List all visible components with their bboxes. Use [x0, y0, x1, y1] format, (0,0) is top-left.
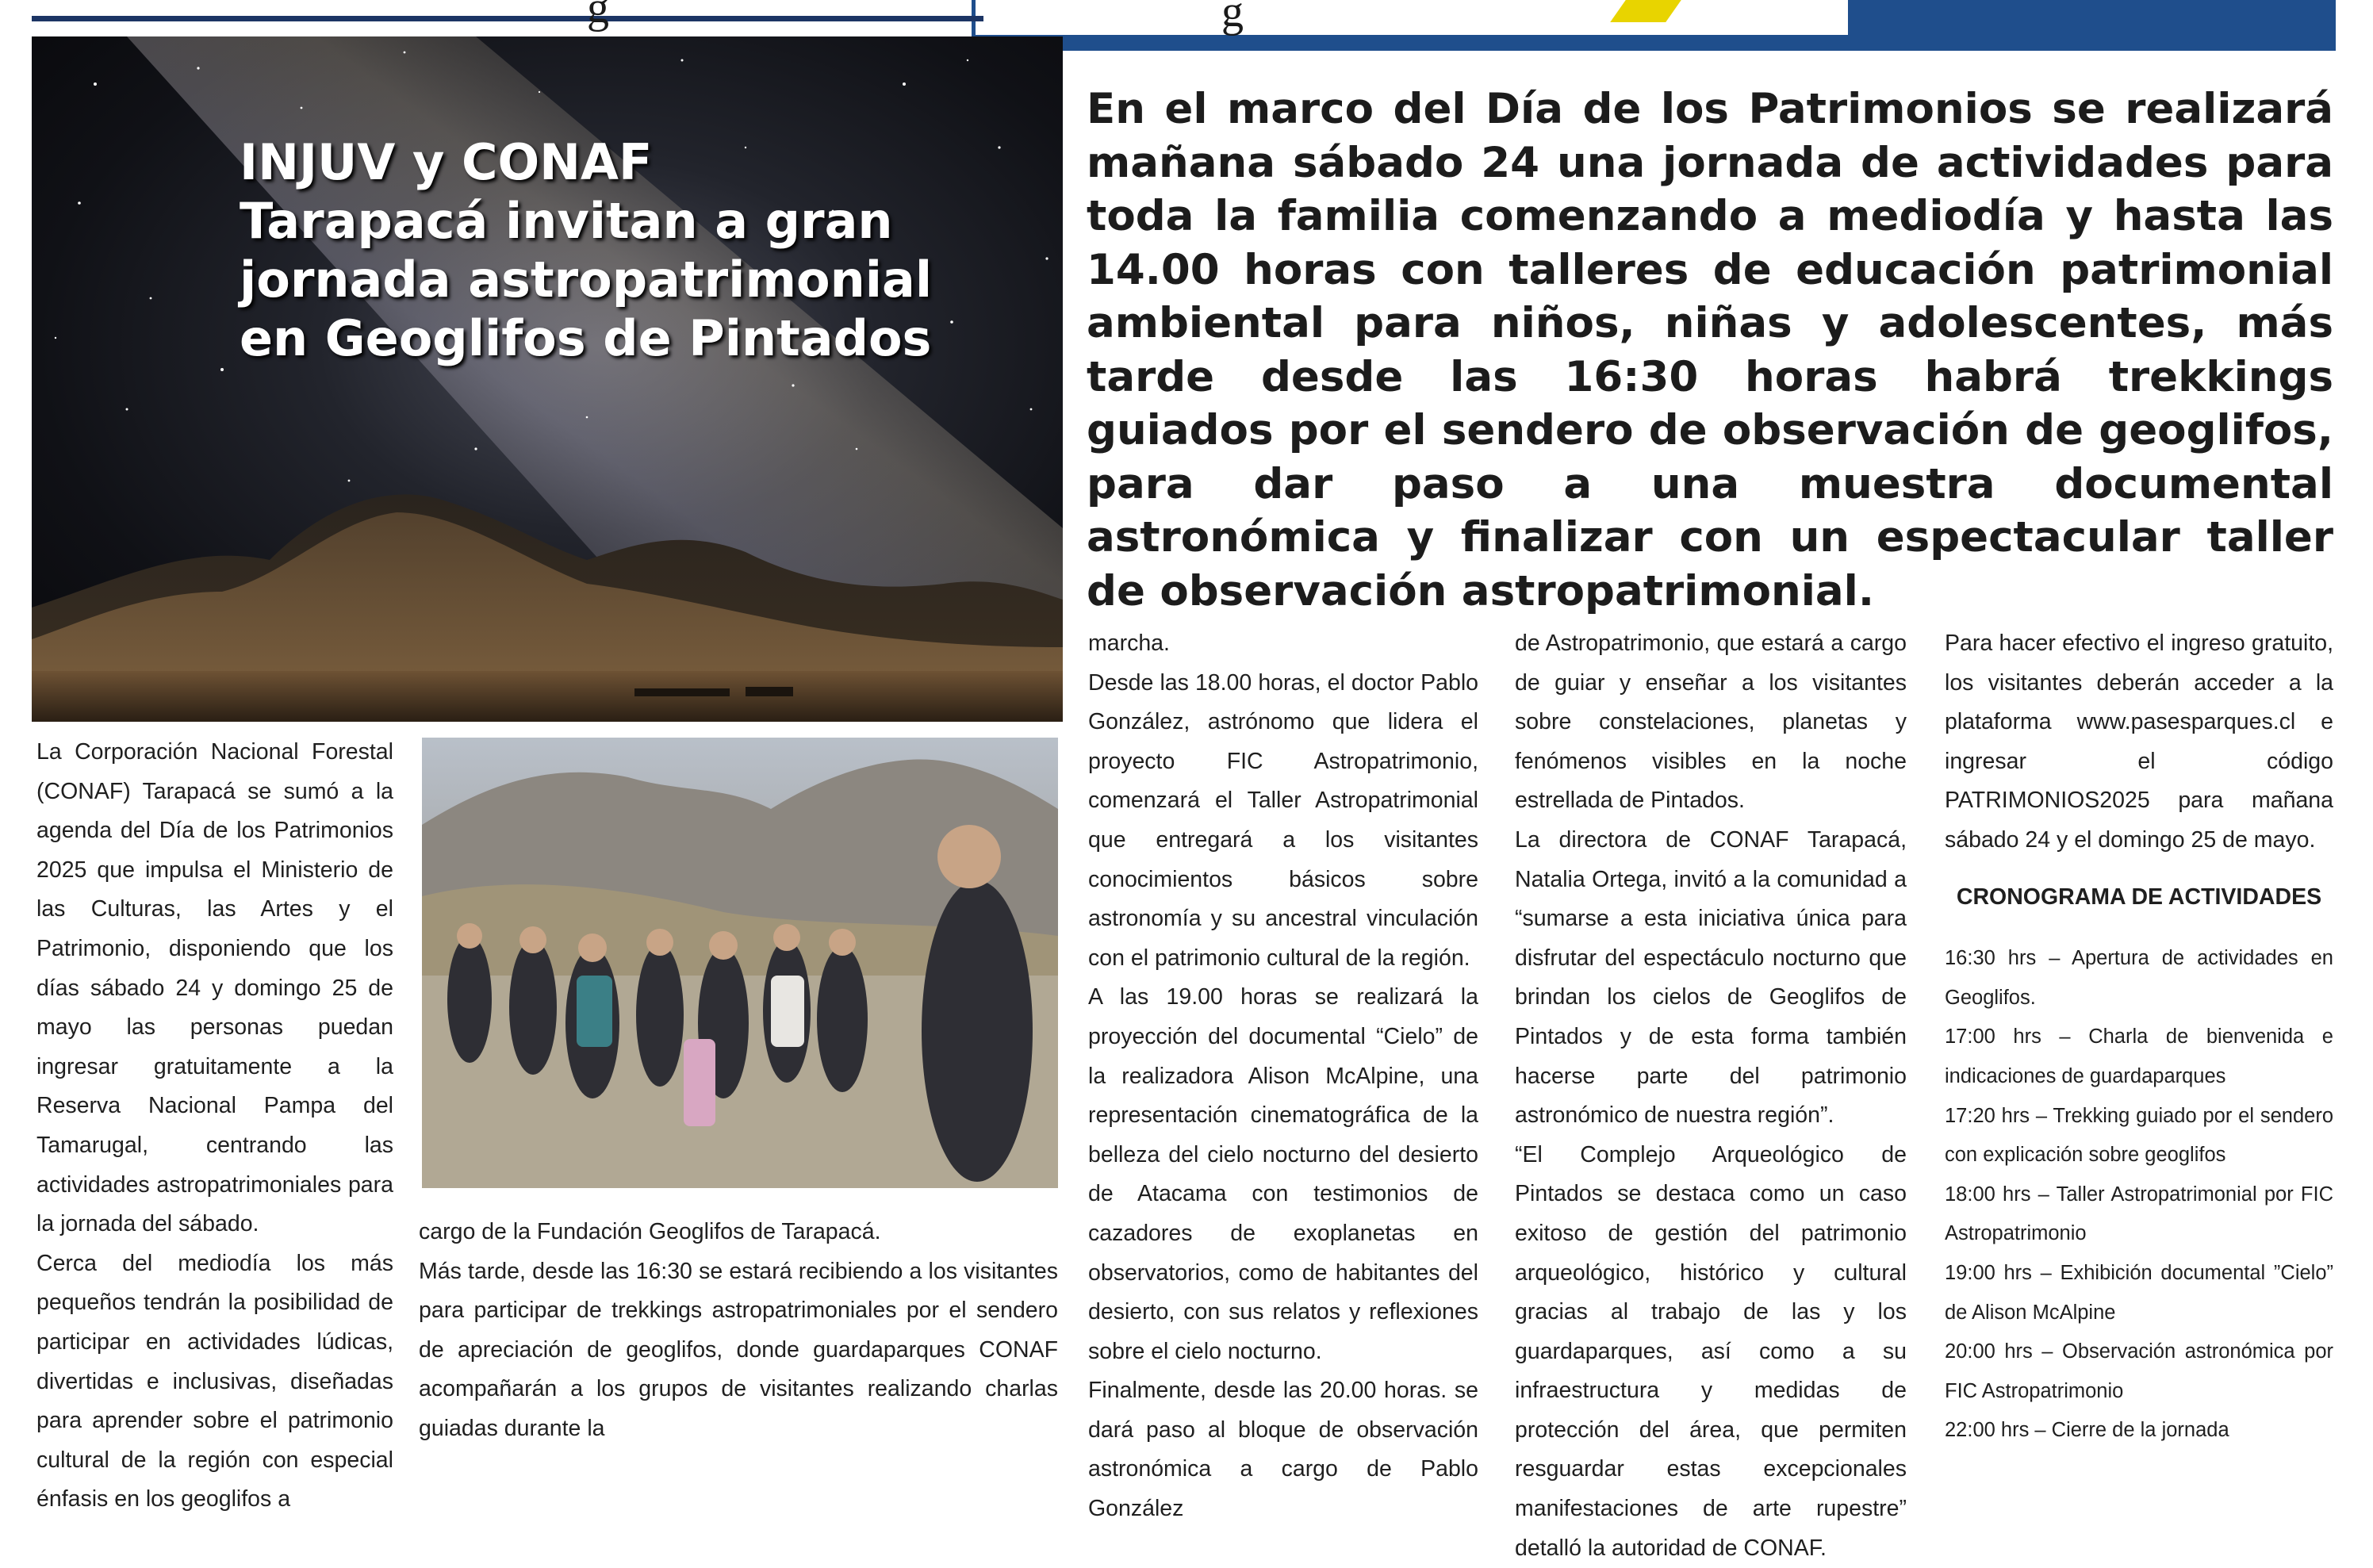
- headline-line-4: en Geoglifos de Pintados: [240, 309, 932, 367]
- col3-paragraph-3: A las 19.00 horas se realizará la proyección del documental “Cielo” de la realizadora Alison McAlpine, una representación cinematográfica de la belleza del cielo nocturno del desierto de Atacama con testimonios de cazadores de exoplanetas en observatorios, como de habitantes del desierto, con sus relatos y reflexiones sobre el cielo nocturno.: [1088, 984, 1478, 1364]
- group-photo: [422, 738, 1058, 1188]
- headline-line-3: jornada astropatrimonial: [240, 251, 933, 309]
- lead-paragraph: En el marco del Día de los Patrimonios se realizará mañana sábado 24 una jornada de actividades para toda la familia comenzando a mediodía y hasta las 14.00 horas con talleres de educación patrimonial ambiental para niños, niñas y adolescentes, más tarde desde las 16:30 horas habrá trekkings guiados por el sendero de observación de geoglifos, para dar paso a una muestra documental astronómica y finalizar con un espectacular taller de observación astropatrimonial.: [1087, 85, 2333, 615]
- schedule-item: 17:00 hrs – Charla de bienvenida e indicaciones de guardaparques: [1945, 1026, 2333, 1087]
- col1-paragraph-2: Cerca del mediodía los más pequeños tendrán la posibilidad de participar en actividades lúdicas, divertidas e inclusivas, diseñadas para aprender sobre el patrimonio cultural de la región con especial énfasis en los geoglifos a: [36, 1250, 393, 1512]
- schedule-item: 20:00 hrs – Observación astronómica por FIC Astropatrimonio: [1945, 1340, 2333, 1402]
- hero-night-sky-image: [32, 36, 1063, 722]
- schedule-list: [1945, 939, 2333, 1451]
- col4-paragraph-2: La directora de CONAF Tarapacá, Natalia Ortega, invitó a la comunidad a “sumarse a esta iniciativa única para disfrutar del espectáculo nocturno que brindan los cielos de Geoglifos de Pintados y de esta forma también hacerse parte del patrimonio astronómico de nuestra región”.: [1515, 826, 1907, 1129]
- article-column-5: [1945, 624, 2333, 1451]
- header-text-fragment-right: g: [1221, 0, 1244, 36]
- article-column-4: [1515, 624, 1907, 1568]
- headline-line-2: Tarapacá invitan a gran: [240, 192, 893, 250]
- schedule-item: 19:00 hrs – Exhibición documental ”Cielo” de Alison McAlpine: [1945, 1261, 2333, 1324]
- col3-paragraph-2: Desde las 18.00 horas, el doctor Pablo González, astrónomo que lidera el proyecto FIC Astropatrimonio, comenzará el Taller Astropatrimonial que entregará a los visitantes conocimientos básicos sobre astronomía y su ancestral vinculación con el patrimonio cultural de la región.: [1088, 669, 1478, 971]
- col1-paragraph-1: La Corporación Nacional Forestal (CONAF) Tarapacá se sumó a la agenda del Día de los Patrimonios 2025 que impulsa el Ministerio de las Culturas, las Artes y el Patrimonio, disponiendo que los días sábado 24 y domingo 25 de mayo las personas puedan ingresar gratuitamente a la Reserva Nacional Pampa del Tamarugal, centrando las actividades astropatrimoniales para la jornada del sábado.: [36, 739, 393, 1237]
- schedule-item: 17:20 hrs – Trekking guiado por el sendero con explicación sobre geoglifos: [1945, 1104, 2333, 1167]
- group-photo-illustration: [422, 738, 1058, 1188]
- schedule-item: 22:00 hrs – Cierre de la jornada: [1945, 1419, 2229, 1442]
- schedule-item: 18:00 hrs – Taller Astropatrimonial por FIC Astropatrimonio: [1945, 1183, 2333, 1245]
- article-column-2: [419, 1213, 1058, 1449]
- col4-paragraph-3: “El Complejo Arqueológico de Pintados se destaca como un caso exitoso de gestión del patrimonio arqueológico, histórico y cultural gracias al trabajo de las y los guardaparques, así como a su infraestructura y medidas de protección del área, que permiten resguardar estas excepcionales manifestaciones de arte rupestre” detalló la autoridad de CONAF.: [1515, 1141, 1907, 1561]
- header-rule: [32, 16, 983, 21]
- col3-paragraph-1: marcha.: [1088, 631, 1170, 656]
- article-column-1: [36, 733, 393, 1520]
- col5-paragraph-1: Para hacer efectivo el ingreso gratuito, los visitantes deberán acceder a la plataforma www.pasesparques.cl e ingresar el código PATRIMONIOS2025 para mañana sábado 24 y el domingo 25 de mayo.: [1945, 631, 2333, 853]
- header-text-fragment-left: [587, 0, 609, 16]
- article-column-3: [1088, 624, 1478, 1529]
- col2-paragraph-1: cargo de la Fundación Geoglifos de Tarapacá.: [419, 1219, 881, 1244]
- headline-line-1: INJUV y CONAF: [240, 133, 653, 191]
- header-mask: [976, 0, 1848, 35]
- schedule-title: CRONOGRAMA DE ACTIVIDADES: [1956, 884, 2322, 910]
- col3-paragraph-4: Finalmente, desde las 20.00 horas. se dará paso al bloque de observación astronómica a cargo de Pablo González: [1088, 1378, 1478, 1522]
- schedule-item: 16:30 hrs – Apertura de actividades en Geoglifos.: [1945, 947, 2333, 1009]
- col4-paragraph-1: de Astropatrimonio, que estará a cargo de guiar y enseñar a los visitantes sobre constelaciones, planetas y fenómenos visibles en la noche estrellada de Pintados.: [1515, 631, 1907, 814]
- headline: [240, 133, 1048, 368]
- col2-paragraph-2: Más tarde, desde las 16:30 se estará recibiendo a los visitantes para participar de trekkings astropatrimoniales por el sendero de apreciación de geoglifos, donde guardaparques CONAF acompañarán a los grupos de visitantes realizando charlas guiadas durante la: [419, 1258, 1058, 1441]
